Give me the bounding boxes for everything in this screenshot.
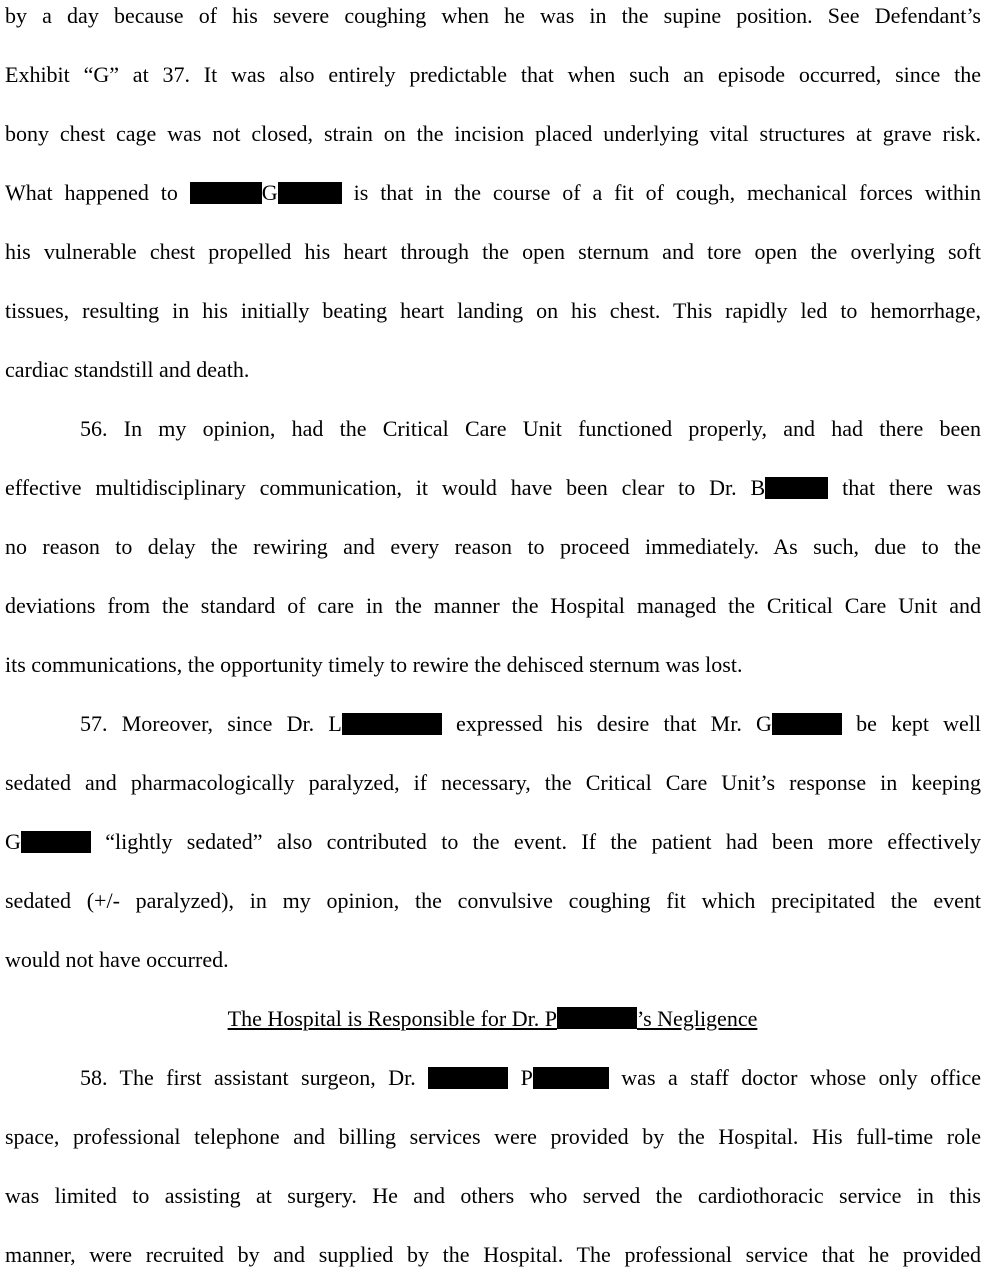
text-line: tissues, resulting in his initially beating heart landing on his chest. This rapidly led to hemorrhage,: [5, 298, 981, 323]
text-segment: G: [5, 829, 21, 854]
section-heading: [0, 1006, 985, 1032]
paragraph-57-start: [80, 711, 981, 737]
text-line: his vulnerable chest propelled his heart through the open sternum and tore open the overlying soft: [5, 239, 981, 264]
text-segment: that there was: [842, 475, 982, 500]
redaction-box: [342, 713, 442, 735]
text-segment: effective multidisciplinary communication, it would have been clear to Dr. B: [5, 475, 766, 500]
text-line: Exhibit “G” at 37. It was also entirely predictable that when such an episode occurred, since the: [5, 62, 981, 87]
text-line: sedated and pharmacologically paralyzed, if necessary, the Critical Care Unit’s response in keeping: [5, 770, 981, 795]
text-segment: “lightly sedated” also contributed to the event. If the patient had been more effectively: [105, 829, 981, 854]
text-segment: P: [520, 1065, 533, 1090]
text-segment: G: [261, 180, 278, 205]
text-line: was limited to assisting at surgery. He and others who served the cardiothoracic service in this: [5, 1183, 981, 1208]
text-line: [5, 180, 981, 206]
text-line: by a day because of his severe coughing when he was in the supine position. See Defendant’s: [5, 3, 981, 28]
text-line: its communications, the opportunity timely to rewire the dehisced sternum was lost.: [5, 652, 743, 677]
text-line: would not have occurred.: [5, 947, 229, 972]
redaction-box: [557, 1007, 637, 1029]
text-line: cardiac standstill and death.: [5, 357, 250, 382]
text-segment: is that in the course of a fit of cough, mechanical forces within: [353, 180, 981, 205]
redaction-box: [190, 182, 262, 204]
text-line: sedated (+/- paralyzed), in my opinion, the convulsive coughing fit which precipitated the event: [5, 888, 981, 913]
text-segment: What happened to: [5, 180, 178, 205]
text-line: no reason to delay the rewiring and every reason to proceed immediately. As such, due to the: [5, 534, 981, 559]
paragraph-58-start: [80, 1065, 981, 1091]
text-segment: was a staff doctor whose only office: [621, 1065, 981, 1090]
paragraph-56-start: 56. In my opinion, had the Critical Care Unit functioned properly, and had there been: [80, 416, 981, 441]
redaction-box: [772, 713, 842, 735]
text-line: deviations from the standard of care in the manner the Hospital managed the Critical Care Unit and: [5, 593, 981, 618]
redaction-box: [428, 1067, 508, 1089]
text-segment: be kept well: [856, 711, 982, 736]
text-line: [5, 829, 981, 855]
text-line: space, professional telephone and billing services were provided by the Hospital. His full-time role: [5, 1124, 981, 1149]
redaction-box: [278, 182, 342, 204]
redaction-box: [533, 1067, 609, 1089]
redaction-box: [21, 831, 91, 853]
text-line: manner, were recruited by and supplied by the Hospital. The professional service that he provided: [5, 1242, 981, 1267]
heading-text: The Hospital is Responsible for Dr. P ’s Negligence: [227, 1006, 758, 1031]
text-line: bony chest cage was not closed, strain on the incision placed underlying vital structures at grave risk.: [5, 121, 981, 146]
text-segment: 57. Moreover, since Dr. L: [80, 711, 342, 736]
text-segment: 58. The first assistant surgeon, Dr.: [80, 1065, 416, 1090]
text-line: [5, 475, 981, 501]
text-segment: expressed his desire that Mr. G: [455, 711, 772, 736]
redaction-box: [765, 477, 828, 499]
